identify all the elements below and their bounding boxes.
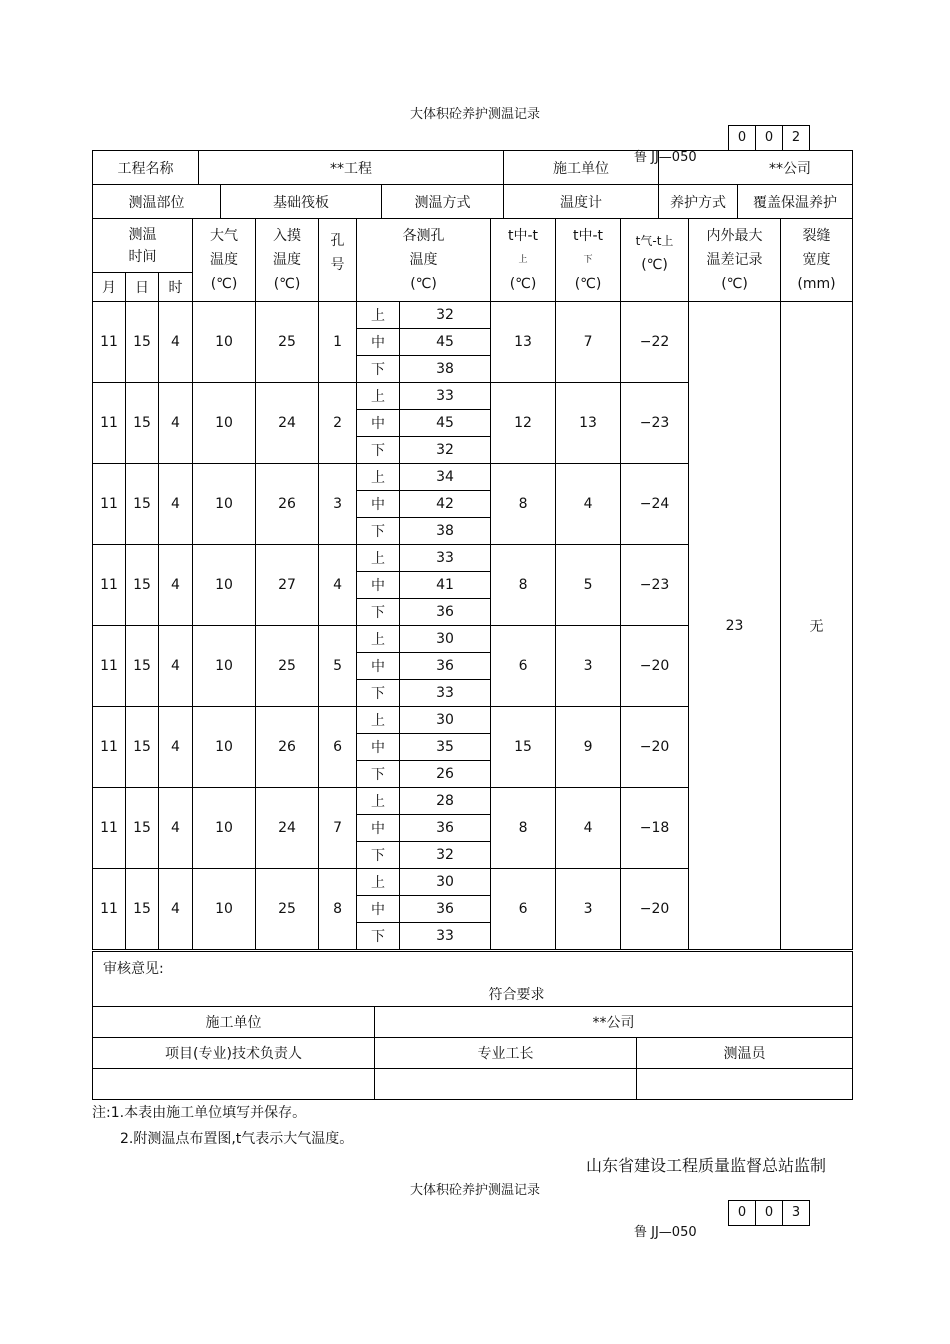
form-code-next: 鲁 JJ—050 bbox=[634, 1225, 697, 1240]
air-temp-header bbox=[193, 219, 256, 302]
layer-temp-cell: 30 bbox=[400, 869, 491, 896]
diff-air-top-cell: −20 bbox=[621, 626, 689, 707]
page-digit: 0 bbox=[756, 1201, 783, 1225]
hole-temp-header-line: 各测孔 bbox=[402, 228, 445, 244]
hole-temp-header bbox=[357, 219, 491, 302]
foreman-label: 专业工长 bbox=[375, 1038, 637, 1069]
review-label: 审核意见: bbox=[103, 961, 164, 977]
mold-temp-header-line: 入摸 bbox=[273, 228, 302, 244]
layer-temp-cell: 45 bbox=[400, 329, 491, 356]
diff-mid-top-cell: 8 bbox=[491, 464, 556, 545]
layer-temp-cell: 45 bbox=[400, 410, 491, 437]
layer-position-cell: 下 bbox=[357, 518, 400, 545]
diff-air-top-cell: −23 bbox=[621, 383, 689, 464]
day-cell: 15 bbox=[126, 464, 159, 545]
location-value: 基础筏板 bbox=[221, 185, 382, 219]
mold-temp-header bbox=[256, 219, 319, 302]
hour-cell: 4 bbox=[159, 302, 193, 383]
air-temp-cell: 10 bbox=[193, 302, 256, 383]
hole-no-cell: 3 bbox=[319, 464, 357, 545]
mold-temp-header-line: (℃) bbox=[273, 276, 301, 292]
layer-position-cell: 中 bbox=[357, 896, 400, 923]
tech-lead-label: 项目(专业)技术负责人 bbox=[93, 1038, 375, 1069]
page-number-box bbox=[728, 125, 810, 151]
diff-mid-bottom-cell: 13 bbox=[556, 383, 621, 464]
review-text: 符合要求 bbox=[488, 987, 545, 1003]
month-cell: 11 bbox=[93, 302, 126, 383]
diff-mid-top-cell: 6 bbox=[491, 869, 556, 950]
hole-no-cell: 1 bbox=[319, 302, 357, 383]
time-header-line: 测温 bbox=[128, 226, 157, 243]
hole-no-cell: 6 bbox=[319, 707, 357, 788]
hole-no-header-line: 号 bbox=[330, 257, 345, 273]
page-digit: 0 bbox=[729, 126, 756, 150]
layer-temp-cell: 36 bbox=[400, 653, 491, 680]
layer-position-cell: 中 bbox=[357, 329, 400, 356]
air-temp-cell: 10 bbox=[193, 545, 256, 626]
layer-temp-cell: 42 bbox=[400, 491, 491, 518]
day-cell: 15 bbox=[126, 788, 159, 869]
mold-temp-header-line: 温度 bbox=[273, 252, 302, 268]
hole-no-header-line: 孔 bbox=[330, 233, 345, 249]
measurer-signature[interactable] bbox=[637, 1069, 853, 1100]
time-header-line: 时间 bbox=[128, 248, 157, 265]
month-cell: 11 bbox=[93, 545, 126, 626]
day-cell: 15 bbox=[126, 626, 159, 707]
signature-table bbox=[92, 951, 853, 1100]
month-cell: 11 bbox=[93, 788, 126, 869]
mold-temp-cell: 24 bbox=[256, 788, 319, 869]
hole-no-cell: 2 bbox=[319, 383, 357, 464]
air-temp-cell: 10 bbox=[193, 464, 256, 545]
diff-air-top-cell: −20 bbox=[621, 707, 689, 788]
hole-no-cell: 5 bbox=[319, 626, 357, 707]
layer-position-cell: 中 bbox=[357, 653, 400, 680]
layer-position-cell: 下 bbox=[357, 437, 400, 464]
layer-position-cell: 下 bbox=[357, 599, 400, 626]
layer-temp-cell: 33 bbox=[400, 383, 491, 410]
project-name-value: **工程 bbox=[199, 151, 504, 185]
layer-position-cell: 上 bbox=[357, 869, 400, 896]
note-1: 注:1.本表由施工单位填写并保存。 bbox=[92, 1105, 307, 1121]
air-temp-cell: 10 bbox=[193, 869, 256, 950]
diff-air-top-cell: −22 bbox=[621, 302, 689, 383]
diff-header-main: t中-t bbox=[573, 228, 604, 244]
day-cell: 15 bbox=[126, 545, 159, 626]
diff-mid-top-cell: 8 bbox=[491, 788, 556, 869]
crack-header-line: 裂缝 bbox=[802, 228, 831, 244]
method-value: 温度计 bbox=[504, 185, 659, 219]
crack-header-line: 宽度 bbox=[802, 252, 831, 268]
diff-mid-bottom-cell: 7 bbox=[556, 302, 621, 383]
layer-position-cell: 上 bbox=[357, 545, 400, 572]
layer-position-cell: 上 bbox=[357, 464, 400, 491]
layer-temp-cell: 33 bbox=[400, 680, 491, 707]
layer-position-cell: 上 bbox=[357, 788, 400, 815]
layer-position-cell: 中 bbox=[357, 572, 400, 599]
layer-temp-cell: 38 bbox=[400, 356, 491, 383]
layer-position-cell: 上 bbox=[357, 383, 400, 410]
month-cell: 11 bbox=[93, 464, 126, 545]
layer-temp-cell: 34 bbox=[400, 464, 491, 491]
mold-temp-cell: 25 bbox=[256, 626, 319, 707]
form-code: 鲁 JJ—050 bbox=[634, 150, 697, 165]
layer-temp-cell: 38 bbox=[400, 518, 491, 545]
method-label: 测温方式 bbox=[382, 185, 504, 219]
layer-temp-cell: 35 bbox=[400, 734, 491, 761]
review-cell bbox=[93, 952, 853, 1007]
page-digit: 0 bbox=[729, 1201, 756, 1225]
max-diff-value: 23 bbox=[689, 302, 781, 950]
diff-mid-bottom-cell: 9 bbox=[556, 707, 621, 788]
hole-no-cell: 7 bbox=[319, 788, 357, 869]
layer-position-cell: 下 bbox=[357, 923, 400, 950]
hole-temp-header-line: 温度 bbox=[409, 252, 438, 268]
builder-label: 施工单位 bbox=[504, 151, 659, 185]
max-diff-header-line: (℃) bbox=[721, 276, 748, 292]
hour-cell: 4 bbox=[159, 464, 193, 545]
sign-builder-label: 施工单位 bbox=[93, 1007, 375, 1038]
hour-cell: 4 bbox=[159, 383, 193, 464]
air-temp-cell: 10 bbox=[193, 383, 256, 464]
diff-header-unit: (℃) bbox=[509, 276, 537, 292]
note-2: 2.附测温点布置图,t气表示大气温度。 bbox=[120, 1131, 354, 1147]
diff-air-top-cell: −18 bbox=[621, 788, 689, 869]
layer-position-cell: 中 bbox=[357, 815, 400, 842]
hole-no-cell: 4 bbox=[319, 545, 357, 626]
day-cell: 15 bbox=[126, 302, 159, 383]
layer-temp-cell: 26 bbox=[400, 761, 491, 788]
builder-value: **公司 bbox=[659, 151, 853, 185]
project-name-label: 工程名称 bbox=[93, 151, 199, 185]
layer-temp-cell: 30 bbox=[400, 626, 491, 653]
day-cell: 15 bbox=[126, 707, 159, 788]
diff-mid-top-header bbox=[491, 219, 556, 302]
layer-temp-cell: 32 bbox=[400, 842, 491, 869]
month-header: 月 bbox=[93, 273, 126, 302]
diff-mid-top-cell: 12 bbox=[491, 383, 556, 464]
mold-temp-cell: 25 bbox=[256, 869, 319, 950]
hour-header: 时 bbox=[159, 273, 193, 302]
hole-no-header bbox=[319, 219, 357, 302]
diff-mid-top-cell: 8 bbox=[491, 545, 556, 626]
diff-mid-top-cell: 15 bbox=[491, 707, 556, 788]
page-number-box-next bbox=[728, 1200, 810, 1226]
layer-temp-cell: 32 bbox=[400, 437, 491, 464]
page-digit: 2 bbox=[791, 130, 801, 145]
diff-air-top-cell: −23 bbox=[621, 545, 689, 626]
crack-header-line: (mm) bbox=[797, 276, 836, 292]
layer-temp-cell: 36 bbox=[400, 896, 491, 923]
layer-temp-cell: 28 bbox=[400, 788, 491, 815]
layer-temp-cell: 30 bbox=[400, 707, 491, 734]
curing-label: 养护方式 bbox=[659, 185, 738, 219]
table-row bbox=[93, 302, 853, 329]
form-title: 大体积砼养护测温记录 bbox=[409, 107, 540, 122]
diff-header-sub: 上 bbox=[518, 255, 528, 265]
hole-temp-header-line: (℃) bbox=[410, 276, 437, 292]
hour-cell: 4 bbox=[159, 707, 193, 788]
layer-position-cell: 下 bbox=[357, 761, 400, 788]
layer-position-cell: 中 bbox=[357, 410, 400, 437]
air-temp-cell: 10 bbox=[193, 626, 256, 707]
air-temp-header-line: (℃) bbox=[210, 276, 238, 292]
day-cell: 15 bbox=[126, 383, 159, 464]
hole-no-cell: 8 bbox=[319, 869, 357, 950]
diff-air-top-cell: −20 bbox=[621, 869, 689, 950]
month-cell: 11 bbox=[93, 869, 126, 950]
form-title-next: 大体积砼养护测温记录 bbox=[409, 1183, 540, 1198]
max-diff-header bbox=[689, 219, 781, 302]
table-body bbox=[93, 302, 853, 950]
diff-mid-bottom-cell: 5 bbox=[556, 545, 621, 626]
diff-mid-bottom-cell: 4 bbox=[556, 788, 621, 869]
crack-width-header bbox=[781, 219, 853, 302]
hour-cell: 4 bbox=[159, 788, 193, 869]
header-table bbox=[92, 150, 853, 219]
air-temp-cell: 10 bbox=[193, 707, 256, 788]
diff-air-top-header bbox=[621, 219, 689, 302]
mold-temp-cell: 25 bbox=[256, 302, 319, 383]
diff-mid-bottom-cell: 4 bbox=[556, 464, 621, 545]
time-header bbox=[93, 219, 193, 273]
diff-header-main: t中-t bbox=[508, 228, 539, 244]
diff-header-main: t气-t上 bbox=[635, 234, 674, 248]
layer-temp-cell: 32 bbox=[400, 302, 491, 329]
hour-cell: 4 bbox=[159, 626, 193, 707]
measurer-label: 测温员 bbox=[637, 1038, 853, 1069]
layer-position-cell: 上 bbox=[357, 707, 400, 734]
page-digit: 0 bbox=[756, 126, 783, 150]
tech-lead-signature[interactable] bbox=[93, 1069, 375, 1100]
diff-mid-top-cell: 6 bbox=[491, 626, 556, 707]
layer-position-cell: 中 bbox=[357, 491, 400, 518]
max-diff-header-line: 温差记录 bbox=[706, 252, 763, 268]
foreman-signature[interactable] bbox=[375, 1069, 637, 1100]
hour-cell: 4 bbox=[159, 545, 193, 626]
air-temp-header-line: 大气 bbox=[210, 228, 239, 244]
page-digit: 3 bbox=[791, 1205, 801, 1220]
layer-position-cell: 下 bbox=[357, 680, 400, 707]
layer-position-cell: 上 bbox=[357, 626, 400, 653]
layer-position-cell: 下 bbox=[357, 842, 400, 869]
diff-header-unit: (℃) bbox=[574, 276, 602, 292]
day-cell: 15 bbox=[126, 869, 159, 950]
month-cell: 11 bbox=[93, 626, 126, 707]
layer-temp-cell: 36 bbox=[400, 599, 491, 626]
air-temp-header-line: 温度 bbox=[210, 252, 239, 268]
diff-header-sub: 下 bbox=[583, 255, 593, 265]
location-label: 测温部位 bbox=[93, 185, 221, 219]
hour-cell: 4 bbox=[159, 869, 193, 950]
layer-position-cell: 下 bbox=[357, 356, 400, 383]
layer-temp-cell: 36 bbox=[400, 815, 491, 842]
month-cell: 11 bbox=[93, 707, 126, 788]
crack-width-value: 无 bbox=[781, 302, 853, 950]
max-diff-header-line: 内外最大 bbox=[706, 228, 763, 244]
air-temp-cell: 10 bbox=[193, 788, 256, 869]
mold-temp-cell: 24 bbox=[256, 383, 319, 464]
diff-air-top-cell: −24 bbox=[621, 464, 689, 545]
diff-mid-bottom-header bbox=[556, 219, 621, 302]
diff-header-unit: (℃) bbox=[641, 257, 668, 273]
mold-temp-cell: 27 bbox=[256, 545, 319, 626]
mold-temp-cell: 26 bbox=[256, 464, 319, 545]
curing-value: 覆盖保温养护 bbox=[738, 185, 853, 219]
mold-temp-cell: 26 bbox=[256, 707, 319, 788]
sign-builder-value: **公司 bbox=[375, 1007, 853, 1038]
layer-position-cell: 上 bbox=[357, 302, 400, 329]
diff-mid-bottom-cell: 3 bbox=[556, 626, 621, 707]
temperature-table bbox=[92, 218, 853, 950]
layer-temp-cell: 33 bbox=[400, 923, 491, 950]
layer-position-cell: 中 bbox=[357, 734, 400, 761]
diff-mid-bottom-cell: 3 bbox=[556, 869, 621, 950]
diff-mid-top-cell: 13 bbox=[491, 302, 556, 383]
day-header: 日 bbox=[126, 273, 159, 302]
layer-temp-cell: 41 bbox=[400, 572, 491, 599]
month-cell: 11 bbox=[93, 383, 126, 464]
issuer: 山东省建设工程质量监督总站监制 bbox=[586, 1156, 827, 1175]
layer-temp-cell: 33 bbox=[400, 545, 491, 572]
